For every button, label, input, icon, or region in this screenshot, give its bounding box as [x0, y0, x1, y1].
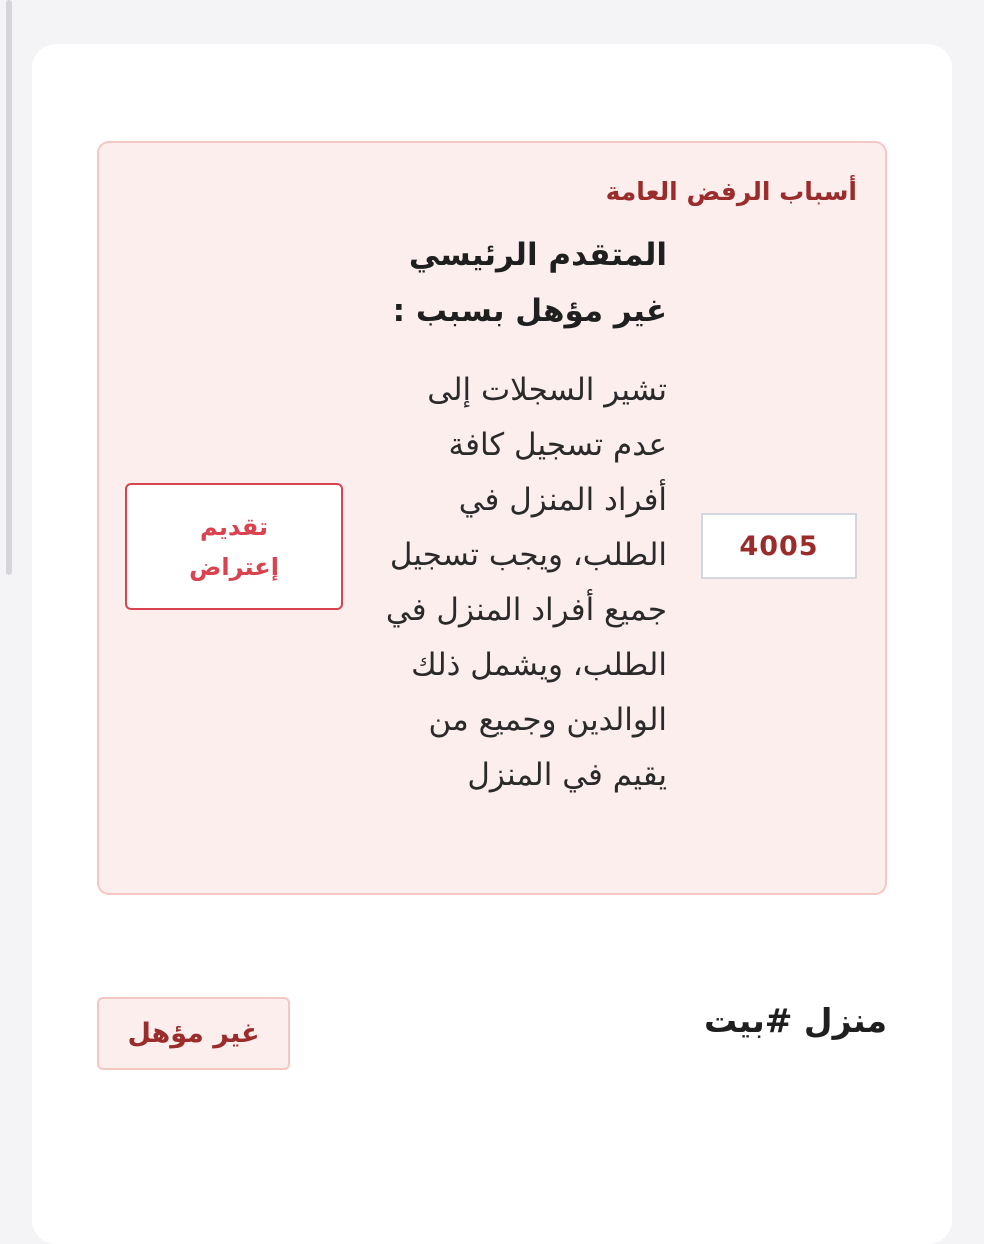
rejection-reason-description: تشير السجلات إلى عدم تسجيل كافة أفراد المنزل في الطلب، ويجب تسجيل جميع أفراد المنزل في الطلب، ويشمل ذلك الوالدين وجميع من يقيم في المنزل [385, 372, 667, 793]
status-badge: غير مؤهل [97, 997, 290, 1070]
rejection-code: 4005 [701, 513, 857, 579]
submit-appeal-button[interactable]: تقديم إعتراض [125, 483, 343, 610]
rejection-reason-text [377, 227, 667, 803]
household-card [32, 44, 952, 1244]
house-row [97, 997, 887, 1071]
rejection-reason-heading: المتقدم الرئيسي غير مؤهل بسبب : [392, 237, 667, 329]
rejection-reasons-title: أسباب الرفض العامة [605, 177, 857, 206]
rejection-reasons-panel [97, 141, 887, 895]
house-name: منزل #بيت [704, 1001, 887, 1040]
page-scrollbar[interactable] [6, 0, 12, 575]
